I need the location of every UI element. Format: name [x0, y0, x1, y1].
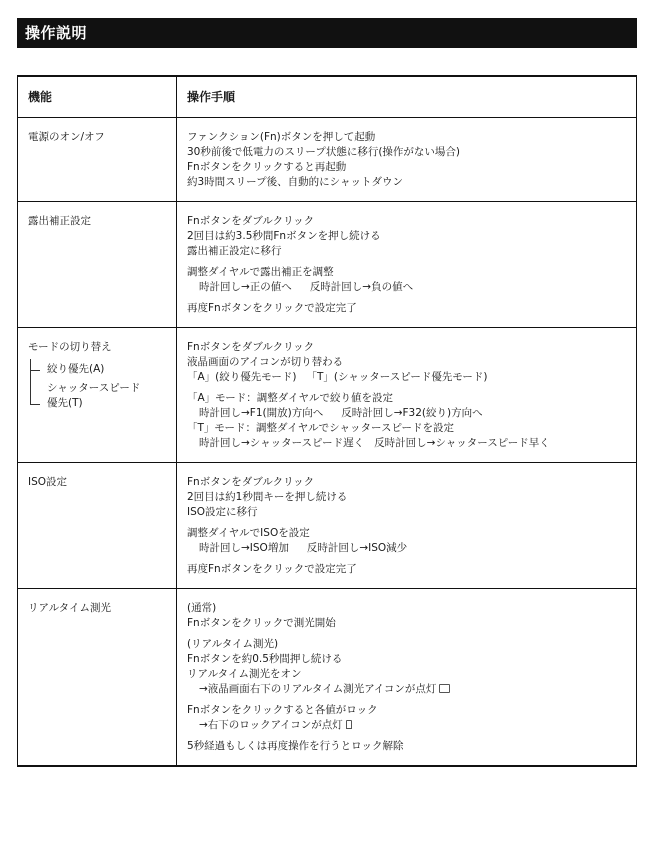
step-line	[187, 718, 626, 733]
function-label-power: 電源のオン/オフ	[18, 118, 177, 202]
step-line: 2回目は約3.5秒間Fnボタンを押し続ける	[187, 230, 381, 242]
tree-connector	[30, 359, 42, 404]
step-line: 調整ダイヤルで露出補正を調整	[187, 266, 334, 278]
table-row-exposure	[18, 202, 637, 328]
step-line: Fnボタンをクリックすると各値がロック	[187, 704, 378, 716]
function-label-mode: モードの切り替え	[28, 341, 112, 353]
step-text: 時計回し→シャッタースピード遅く	[199, 437, 365, 449]
step-line: 調整ダイヤルでISOを設定	[187, 527, 310, 539]
page-title: 操作説明	[17, 18, 637, 48]
step-line: Fnボタンをダブルクリック	[187, 341, 315, 353]
step-line: リアルタイム測光をオン	[187, 668, 302, 680]
step-line: ファンクション(Fn)ボタンを押して起動	[187, 131, 376, 143]
table-row-metering	[18, 589, 637, 767]
realtime-metering-icon	[439, 684, 450, 693]
function-label-metering: リアルタイム測光	[28, 602, 111, 614]
step-line: Fnボタンをダブルクリック	[187, 476, 315, 488]
step-line: Fnボタンを約0.5秒間押し続ける	[187, 653, 343, 665]
step-line	[187, 280, 626, 295]
step-line	[187, 682, 626, 697]
step-text: 時計回し→正の値へ	[199, 281, 292, 293]
steps-iso	[177, 463, 637, 589]
mode-sub-shutter: シャッタースピード	[47, 382, 141, 394]
step-line: (通常)	[187, 602, 217, 614]
step-line: Fnボタンをダブルクリック	[187, 215, 315, 227]
step-text: →右下のロックアイコンが点灯	[199, 719, 343, 731]
table-row-power	[18, 118, 637, 202]
lock-icon	[346, 720, 352, 729]
step-line: 約3時間スリープ後、自動的にシャットダウン	[187, 176, 403, 188]
step-line	[187, 541, 626, 556]
table-row-mode	[18, 328, 637, 463]
function-label-iso: ISO設定	[18, 463, 177, 589]
step-line: 2回目は約1秒間キーを押し続ける	[187, 491, 348, 503]
step-text: 反時計回し→F32(絞り)方向へ	[341, 407, 483, 419]
step-text: 反時計回し→シャッタースピード早く	[374, 437, 550, 449]
column-header-function: 機能	[18, 76, 177, 118]
steps-exposure	[177, 202, 637, 328]
step-line: ISO設定に移行	[187, 506, 258, 518]
step-line	[187, 436, 626, 451]
step-line: 「T」モード：調整ダイヤルでシャッタースピードを設定	[187, 422, 455, 434]
table-row-iso	[18, 463, 637, 589]
step-text: 反時計回し→ISO減少	[306, 542, 408, 554]
step-line: 再度Fnボタンをクリックで設定完了	[187, 302, 357, 314]
table-header-row	[18, 76, 637, 118]
step-text: 「A」(絞り優先モード)	[187, 371, 297, 383]
function-cell-mode	[18, 328, 177, 463]
steps-power	[177, 118, 637, 202]
mode-sub-aperture: 絞り優先(A)	[47, 363, 105, 375]
step-line: Fnボタンをクリックすると再起動	[187, 161, 347, 173]
steps-metering	[177, 589, 637, 767]
step-line: 「A」モード：調整ダイヤルで絞り値を設定	[187, 392, 393, 404]
step-line: 再度Fnボタンをクリックで設定完了	[187, 563, 357, 575]
step-line: 露出補正設定に移行	[187, 245, 282, 257]
step-line: (リアルタイム測光)	[187, 638, 279, 650]
step-line: 液晶画面のアイコンが切り替わる	[187, 356, 344, 368]
tree-branch	[30, 404, 40, 405]
step-text: 時計回し→ISO増加	[199, 542, 289, 554]
operation-table	[17, 75, 637, 767]
step-text: 「T」(シャッタースピード優先モード)	[306, 371, 488, 383]
tree-branch	[30, 370, 40, 371]
step-text: 時計回し→F1(開放)方向へ	[199, 407, 324, 419]
step-line: 30秒前後で低電力のスリープ状態に移行(操作がない場合)	[187, 146, 461, 158]
steps-mode	[177, 328, 637, 463]
mode-subitems	[28, 362, 166, 411]
step-line	[187, 370, 626, 385]
mode-sub-shutter-cont: 優先(T)	[47, 397, 83, 409]
function-label-exposure: 露出補正設定	[18, 202, 177, 328]
step-line	[187, 406, 626, 421]
step-text: →液晶画面右下のリアルタイム測光アイコンが点灯	[199, 683, 437, 695]
step-text: 反時計回し→負の値へ	[309, 281, 414, 293]
column-header-steps: 操作手順	[177, 76, 637, 118]
step-line: Fnボタンをクリックで測光開始	[187, 617, 336, 629]
step-line: 5秒経過もしくは再度操作を行うとロック解除	[187, 740, 404, 752]
